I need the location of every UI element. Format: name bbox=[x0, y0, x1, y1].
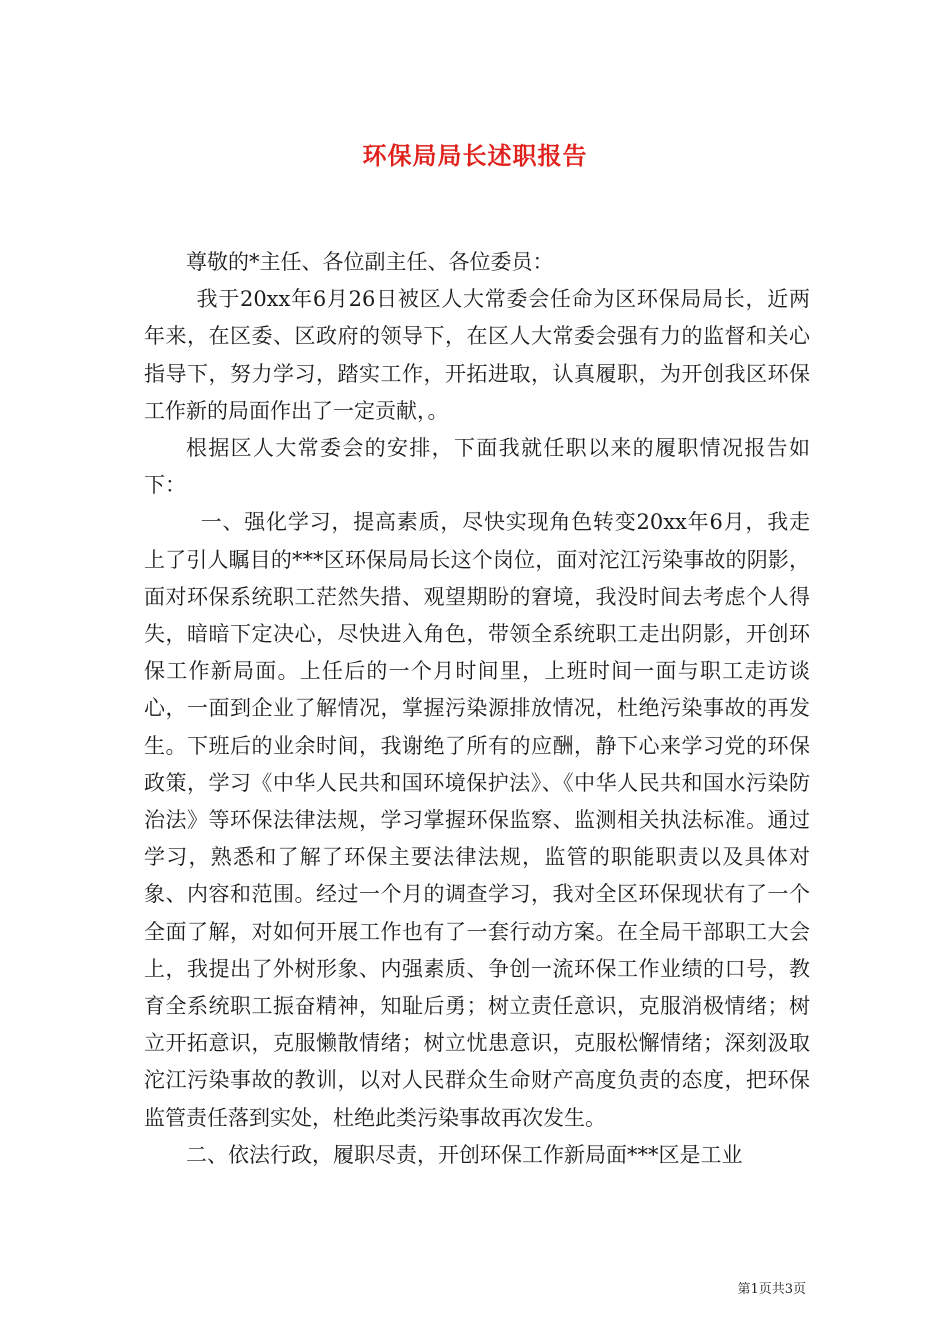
page-number: 第1页共3页 bbox=[737, 1282, 806, 1297]
document-body bbox=[144, 244, 810, 1174]
paragraph-report-intro: 根据区人大常委会的安排，下面我就任职以来的履职情况报告如下： bbox=[144, 436, 810, 498]
document-title: 环保局局长述职报告 bbox=[362, 141, 588, 170]
paragraph-section-two: 二、依法行政，履职尽责，开创环保工作新局面***区是工业 bbox=[186, 1142, 743, 1167]
paragraph-section-one: 一、强化学习，提高素质，尽快实现角色转变20xx年6月，我走上了引人瞩目的***区环保局局长这个岗位，面对沱江污染事故的阴影，面对环保系统职工茫然失措、观望期盼的窘境，我没时间去考虑个人得失，暗暗下定决心，尽快进入角色，带领全系统职工走出阴影，开创环保工作新局面。上任后的一个月时间里，上班时间一面与职工走访谈心，一面到企业了解情况，掌握污染源排放情况，杜绝污染事故的再发生。下班后的业余时间，我谢绝了所有的应酬，静下心来学习党的环保政策，学习《中华人民共和国环境保护法》、《中华人民共和国水污染防治法》等环保法律法规，学习掌握环保监察、监测相关执法标准。通过学习，熟悉和了解了环保主要法律法规，监管的职能职责以及具体对象、内容和范围。经过一个月的调查学习，我对全区环保现状有了一个全面了解，对如何开展工作也有了一套行动方案。在全局干部职工大会上，我提出了外树形象、内强素质、争创一流环保工作业绩的口号，教育全系统职工振奋精神，知耻后勇；树立责任意识，克服消极情绪；树立开拓意识，克服懒散情绪；树立忧患意识，克服松懈情绪；深刻汲取沱江污染事故的教训，以对人民群众生命财产高度负责的态度，把环保监管责任落到实处，杜绝此类污染事故再次发生。 bbox=[144, 510, 810, 1130]
salutation: 尊敬的*主任、各位副主任、各位委员： bbox=[186, 250, 554, 274]
paragraph-appointment: 我于20xx年6月26日被区人大常委会任命为区环保局局长，近两年来，在区委、区政府的领导下，在区人大常委会强有力的监督和关心指导下，努力学习，踏实工作，开拓进取，认真履职，为开创我区环保工作新的局面作出了一定贡献，。 bbox=[144, 287, 810, 423]
